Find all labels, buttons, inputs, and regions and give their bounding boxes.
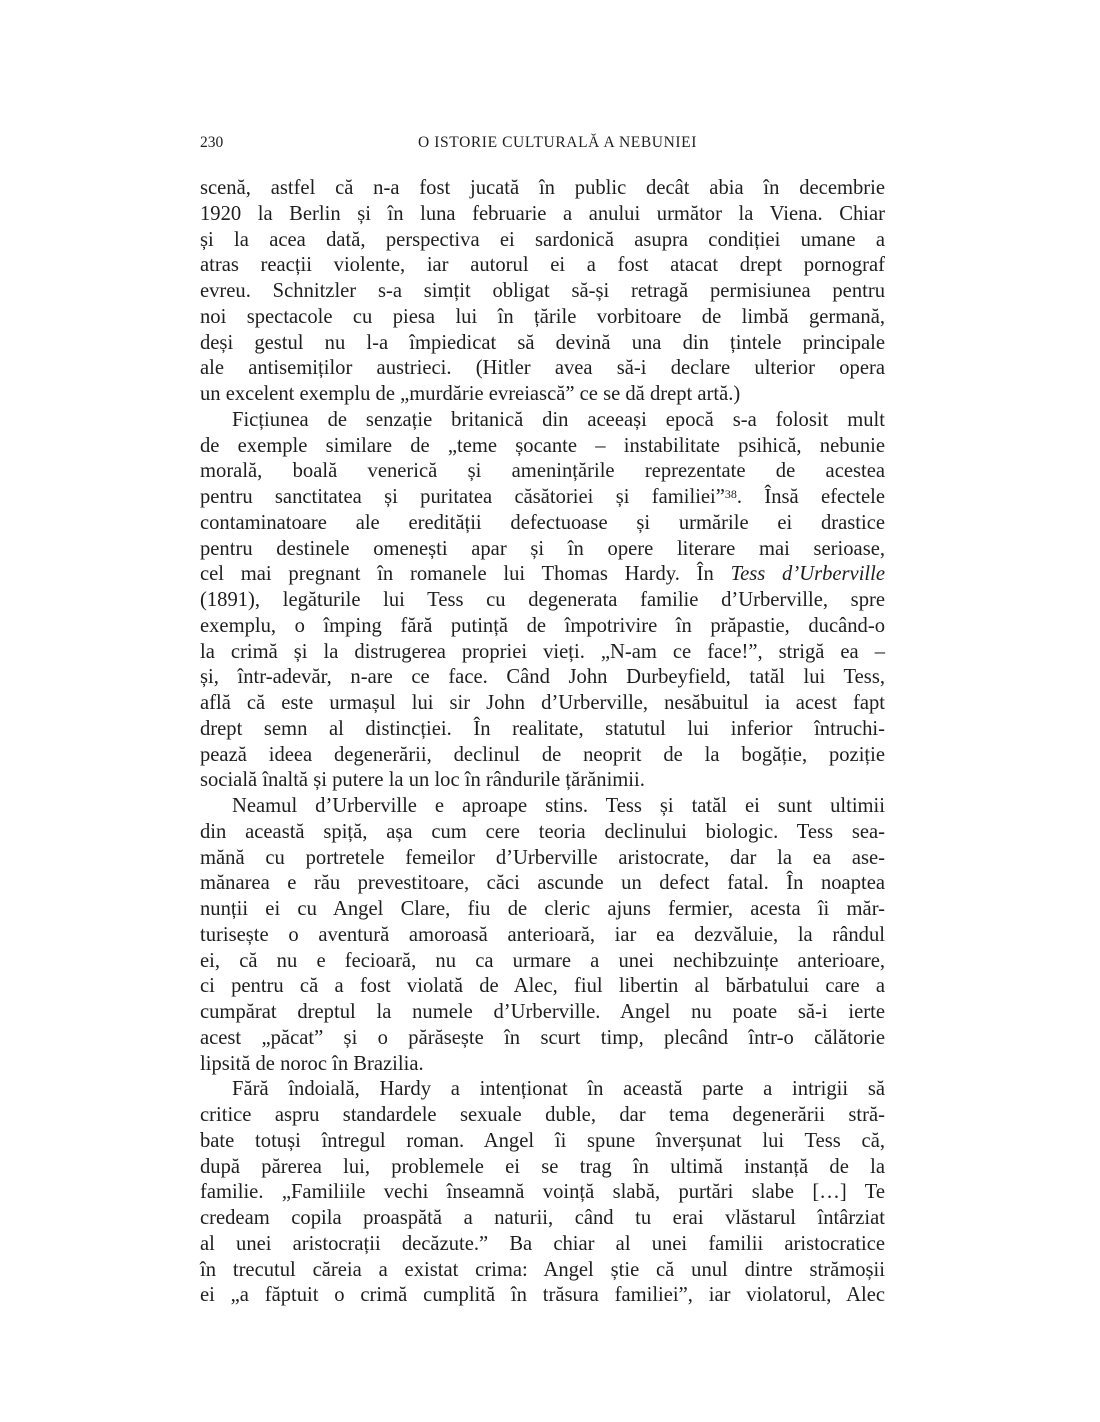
text-segment: pentru sanctitatea și puritatea căsătoriei și familiei” (200, 486, 725, 508)
text-line: critice aspru standardele sexuale duble, dar tema degenerării stră- (200, 1104, 885, 1126)
body-text (200, 176, 885, 1309)
footnote-reference: 38 (724, 487, 737, 501)
text-line (200, 562, 885, 588)
text-line: acest „păcat” și o părăsește în scurt timp, plecând într-o călătorie (200, 1026, 885, 1049)
text-line: și, într-adevăr, n-are ce face. Când John Durbeyfield, tatăl lui Tess, (200, 666, 885, 689)
text-line: ci pentru că a fost violată de Alec, fiul libertin al bărbatului care a (200, 975, 885, 998)
text-line (200, 485, 885, 511)
text-line: de exemple similare de „teme șocante – instabilitate psihică, nebunie (200, 434, 885, 457)
text-line: Fără îndoială, Hardy a intenționat în această parte a intrigii să (232, 1078, 885, 1101)
text-line: deși gestul nu l-a împiedicat să devină una din țintele principale (200, 331, 885, 354)
text-line: ale antisemiților austrieci. (Hitler avea să-i declare ulterior opera (200, 357, 885, 380)
italic-title: Tess d’Urberville (730, 563, 885, 586)
text-line: drept semn al distincției. În realitate, statutul lui inferior întruchi- (200, 717, 885, 740)
text-line: lipsită de noroc în Brazilia. (200, 1052, 424, 1075)
text-line: nunții ei cu Angel Clare, fiu de cleric ajuns fermier, acesta îi măr- (200, 898, 885, 920)
text-line: pentru destinele omenești apar și în opere literare mai serioase, (200, 537, 885, 560)
text-line: mănarea e rău prevestitoare, căci ascunde un defect fatal. În noaptea (200, 872, 885, 895)
text-line: Ficțiunea de senzație britanică din aceeași epocă s-a folosit mult (232, 408, 885, 431)
text-line: află că este urmașul lui sir John d’Urberville, nesăbuitul ia acest fapt (200, 692, 885, 714)
text-segment: . Însă efectele (736, 486, 885, 508)
text-line: scenă, astfel că n-a fost jucată în public decât abia în decembrie (200, 177, 885, 199)
text-line: familie. „Familiile vechi înseamnă voință slabă, purtări slabe […] Te (200, 1181, 885, 1204)
page-number: 230 (200, 134, 224, 151)
text-line: bate totuși întregul roman. Angel îi spune înverșunat lui Tess că, (200, 1129, 885, 1152)
text-line: ei, că nu e fecioară, nu ca urmare a unei nechibzuințe anterioare, (200, 949, 885, 972)
text-line: din această spiță, așa cum cere teoria declinului biologic. Tess sea- (200, 820, 885, 843)
text-line: în trecutul căreia a existat crima: Angel știe că unul dintre strămoșii (200, 1258, 885, 1281)
running-header (200, 134, 885, 158)
text-line: ei „a făptuit o crimă cumplită în trăsura familiei”, iar violatorul, Alec (200, 1284, 885, 1307)
text-line: exemplu, o împing fără putință de împotrivire în prăpastie, ducând-o (200, 614, 885, 637)
text-line: mănă cu portretele femeilor d’Urberville aristocrate, dar la ea ase- (200, 846, 885, 869)
text-line: turisește o aventură amoroasă anterioară, iar ea dezvăluie, la rândul (200, 923, 885, 946)
text-line: credeam copila proaspătă a naturii, când tu erai vlăstarul întârziat (200, 1207, 885, 1229)
text-line: Neamul d’Urberville e aproape stins. Tess și tatăl ei sunt ultimii (232, 795, 885, 817)
text-line: atras reacții violente, iar autorul ei a fost atacat drept pornograf (200, 254, 885, 277)
text-line: cumpărat dreptul la numele d’Urberville. Angel nu poate să-i ierte (200, 1001, 885, 1023)
text-line: contaminatoare ale eredității defectuoase și urmările ei drastice (200, 511, 885, 534)
paragraph (200, 1077, 885, 1309)
text-line: 1920 la Berlin și în luna februarie a anului următor la Viena. Chiar (200, 202, 885, 225)
text-line: și la acea dată, perspectiva ei sardonică asupra condiției umane a (200, 228, 885, 251)
text-line: un excelent exemplu de „murdărie evreiască” ce se dă drept artă.) (200, 383, 741, 405)
text-line: la crimă și la distrugerea propriei vieți. „N-am ce face!”, strigă ea – (200, 640, 885, 663)
text-line: (1891), legăturile lui Tess cu degenerata familie d’Urberville, spre (200, 589, 885, 611)
text-line: morală, boală venerică și amenințările reprezentate de acestea (200, 460, 885, 483)
text-line: evreu. Schnitzler s-a simțit obligat să-și retragă permisiunea pentru (200, 280, 885, 302)
text-line: noi spectacole cu piesa lui în țările vorbitoare de limbă germană, (200, 305, 885, 328)
text-segment: cel mai pregnant în romanele lui Thomas Hardy. În (200, 563, 731, 586)
paragraph (200, 176, 885, 408)
text-line: al unei aristocrații decăzute.” Ba chiar al unei familii aristocratice (200, 1232, 885, 1255)
paragraph (200, 408, 885, 794)
paragraph (200, 794, 885, 1077)
text-line: după părerea lui, problemele ei se trag în ultimă instanță de la (200, 1155, 885, 1178)
running-title: O ISTORIE CULTURALĂ A NEBUNIEI (418, 134, 697, 151)
text-line: pează ideea degenerării, declinul de neoprit de la bogăție, poziție (200, 743, 885, 766)
text-line: socială înaltă și putere la un loc în rândurile țărănimii. (200, 769, 645, 792)
